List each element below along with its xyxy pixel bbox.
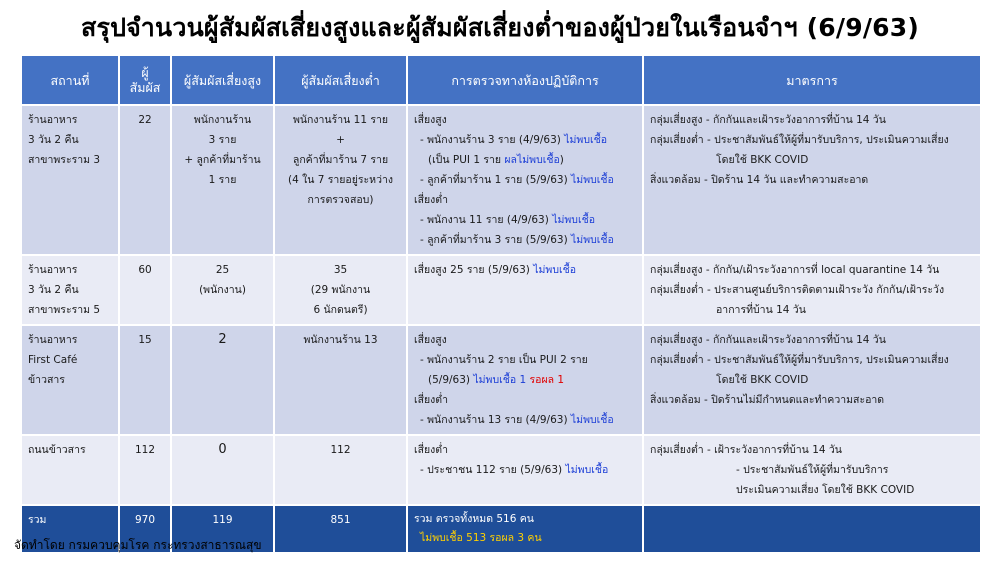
low-risk-cell (274, 105, 407, 255)
header-contacts-line1: ผู้ (141, 65, 149, 80)
lab-line: - ประชาชน 112 ราย (5/9/63) ไม่พบเชื้อ (420, 464, 609, 476)
low-risk-line: การตรวจสอบ) (307, 194, 374, 206)
place-cell (21, 325, 119, 435)
page-title: สรุปจำนวนผู้สัมผัสเสี่ยงสูงและผู้สัมผัสเสี่ยงต่ำของผู้ป่วยในเรือนจำฯ (6/9/63) (81, 13, 919, 42)
low-risk-cell: พนักงานร้าน 13 (274, 325, 407, 435)
lab-cell (407, 105, 643, 255)
header-low-risk: ผู้สัมผัสเสี่ยงต่ำ (274, 55, 407, 105)
high-risk-cell: 0 (171, 435, 274, 505)
lab-line: เสี่ยงต่ำ (414, 394, 448, 406)
measures-cell (643, 325, 981, 435)
high-risk-cell (171, 105, 274, 255)
measure-line: กลุ่มเสี่ยงต่ำ - ประชาสัมพันธ์ให้ผู้ที่มารับบริการ, ประเมินความเสี่ยง (650, 354, 949, 366)
high-risk-line: พนักงานร้าน (193, 114, 252, 126)
measure-line: ประเมินความเสี่ยง โดยใช้ BKK COVID (736, 484, 915, 496)
measure-line: โดยใช้ BKK COVID (716, 374, 809, 386)
negative-result: ไม่พบเชื้อ (564, 134, 608, 146)
place-cell (21, 105, 119, 255)
lab-line: เสี่ยงสูง 25 ราย (5/9/63) ไม่พบเชื้อ (414, 264, 577, 276)
measure-line: กลุ่มเสี่ยงต่ำ - ประสานศูนย์บริการติดตามเฝ้าระวัง กักกัน/เฝ้าระวัง (650, 284, 945, 296)
high-risk-cell (171, 255, 274, 325)
negative-result: ผลไม่พบเชื้อ (504, 154, 560, 166)
total-lab (407, 505, 643, 553)
total-label: รวม (21, 505, 119, 553)
total-high-risk: 119 (171, 505, 274, 553)
low-risk-line: 6 นักดนตรี) (313, 304, 368, 316)
high-risk-cell: 2 (171, 325, 274, 435)
low-risk-cell: 112 (274, 435, 407, 505)
lab-line: เสี่ยงต่ำ (414, 444, 448, 456)
measure-line: โดยใช้ BKK COVID (716, 154, 809, 166)
lab-line: - ลูกค้าที่มาร้าน 3 ราย (5/9/63) ไม่พบเชื้อ (420, 234, 614, 246)
measure-line: กลุ่มเสี่ยงสูง - กักกัน/เฝ้าระวังอาการที่ local quarantine 14 วัน (650, 264, 940, 276)
lab-line: เสี่ยงสูง (414, 114, 447, 126)
negative-result: ไม่พบเชื้อ (552, 214, 595, 226)
contacts-cell: 112 (119, 435, 171, 505)
header-measures: มาตรการ (643, 55, 981, 105)
measure-line: สิ่งแวดล้อม - ปิดร้านไม่มีกำหนดและทำความสะอาด (650, 394, 885, 406)
negative-result: ไม่พบเชื้อ (533, 264, 577, 276)
negative-result: ไม่พบเชื้อ (571, 234, 614, 246)
header-lab: การตรวจทางห้องปฏิบัติการ (407, 55, 643, 105)
low-risk-line: ลูกค้าที่มาร้าน 7 ราย (292, 154, 389, 166)
high-risk-line: 3 ราย (208, 134, 237, 146)
lab-line: - ลูกค้าที่มาร้าน 1 ราย (5/9/63) ไม่พบเชื้อ (420, 174, 614, 186)
lab-line: - พนักงานร้าน 13 ราย (4/9/63) ไม่พบเชื้อ (420, 414, 614, 426)
contacts-cell: 60 (119, 255, 171, 325)
place-cell (21, 435, 119, 505)
lab-line: - พนักงาน 11 ราย (4/9/63) ไม่พบเชื้อ (420, 214, 595, 226)
low-risk-line: + (336, 134, 345, 146)
measures-cell (643, 255, 981, 325)
negative-result: ไม่พบเชื้อ 1 (473, 374, 527, 386)
contacts-cell: 22 (119, 105, 171, 255)
table-row (21, 255, 981, 325)
measures-cell (643, 105, 981, 255)
lab-line: เสี่ยงต่ำ (414, 194, 448, 206)
low-risk-cell (274, 255, 407, 325)
measure-line: สิ่งแวดล้อม - ปิดร้าน 14 วัน และทำความสะอาด (650, 174, 869, 186)
measure-line: กลุ่มเสี่ยงสูง - กักกันและเฝ้าระวังอาการที่บ้าน 14 วัน (650, 114, 886, 126)
place-line: ร้านอาหาร (28, 264, 78, 276)
place-line: ร้านอาหาร (28, 334, 78, 346)
total-lab-line1: รวม ตรวจทั้งหมด 516 คน (414, 513, 534, 525)
low-risk-line: พนักงานร้าน 11 ราย (292, 114, 389, 126)
footer-credit: จัดทำโดย กรมควบคุมโรค กระทรวงสาธารณสุข (14, 538, 262, 552)
lab-line: (5/9/63) ไม่พบเชื้อ 1 รอผล 1 (428, 374, 565, 386)
pending-result: รอผล 1 (529, 374, 565, 386)
place-line: ร้านอาหาร (28, 114, 78, 126)
high-risk-line: + ลูกค้าที่มาร้าน (184, 154, 261, 166)
high-risk-line: 25 (215, 264, 230, 276)
measure-line: กลุ่มเสี่ยงต่ำ - เฝ้าระวังอาการที่บ้าน 14 วัน (650, 444, 842, 456)
lab-cell (407, 435, 643, 505)
lab-cell (407, 255, 643, 325)
header-high-risk: ผู้สัมผัสเสี่ยงสูง (171, 55, 274, 105)
place-cell (21, 255, 119, 325)
header-contacts-line2: สัมผัส (129, 80, 161, 95)
low-risk-line: (29 พนักงาน (310, 284, 371, 296)
measure-line: อาการที่บ้าน 14 วัน (716, 304, 806, 316)
place-line: First Café (28, 354, 78, 366)
measures-cell (643, 435, 981, 505)
low-risk-line: 35 (333, 264, 348, 276)
measure-line: - ประชาสัมพันธ์ให้ผู้ที่มารับบริการ (736, 464, 889, 476)
negative-result: ไม่พบเชื้อ (570, 414, 614, 426)
contacts-cell: 15 (119, 325, 171, 435)
lab-cell (407, 325, 643, 435)
place-line: ข้าวสาร (28, 374, 65, 386)
header-contacts (119, 55, 171, 105)
low-risk-line: (4 ใน 7 รายอยู่ระหว่าง (287, 174, 394, 186)
place-line: 3 วัน 2 คืน (28, 134, 79, 146)
negative-result: ไม่พบเชื้อ (571, 174, 614, 186)
negative-result: ไม่พบเชื้อ (565, 464, 609, 476)
summary-table (20, 54, 982, 554)
place-line: ถนนข้าวสาร (28, 444, 86, 456)
lab-line: (เป็น PUI 1 ราย ผลไม่พบเชื้อ) (428, 154, 564, 166)
high-risk-line: 1 ราย (208, 174, 237, 186)
total-measures (643, 505, 981, 553)
total-low-risk: 851 (274, 505, 407, 553)
table-row (21, 105, 981, 255)
place-line: 3 วัน 2 คืน (28, 284, 79, 296)
lab-line: - พนักงานร้าน 3 ราย (4/9/63) ไม่พบเชื้อ (420, 134, 608, 146)
measure-line: กลุ่มเสี่ยงสูง - กักกันและเฝ้าระวังอาการที่บ้าน 14 วัน (650, 334, 886, 346)
place-line: สาขาพระราม 3 (28, 154, 101, 166)
high-risk-line: (พนักงาน) (199, 284, 246, 296)
measure-line: กลุ่มเสี่ยงต่ำ - ประชาสัมพันธ์ให้ผู้ที่มารับบริการ, ประเมินความเสี่ยง (650, 134, 949, 146)
table-row (21, 435, 981, 505)
lab-line: เสี่ยงสูง (414, 334, 447, 346)
total-lab-line2: ไม่พบเชื้อ 513 รอผล 3 คน (420, 532, 542, 544)
header-row (21, 55, 981, 105)
header-place: สถานที่ (21, 55, 119, 105)
total-contacts: 970 (119, 505, 171, 553)
table-row (21, 325, 981, 435)
place-line: สาขาพระราม 5 (28, 304, 101, 316)
lab-line: - พนักงานร้าน 2 ราย เป็น PUI 2 ราย (420, 354, 588, 366)
